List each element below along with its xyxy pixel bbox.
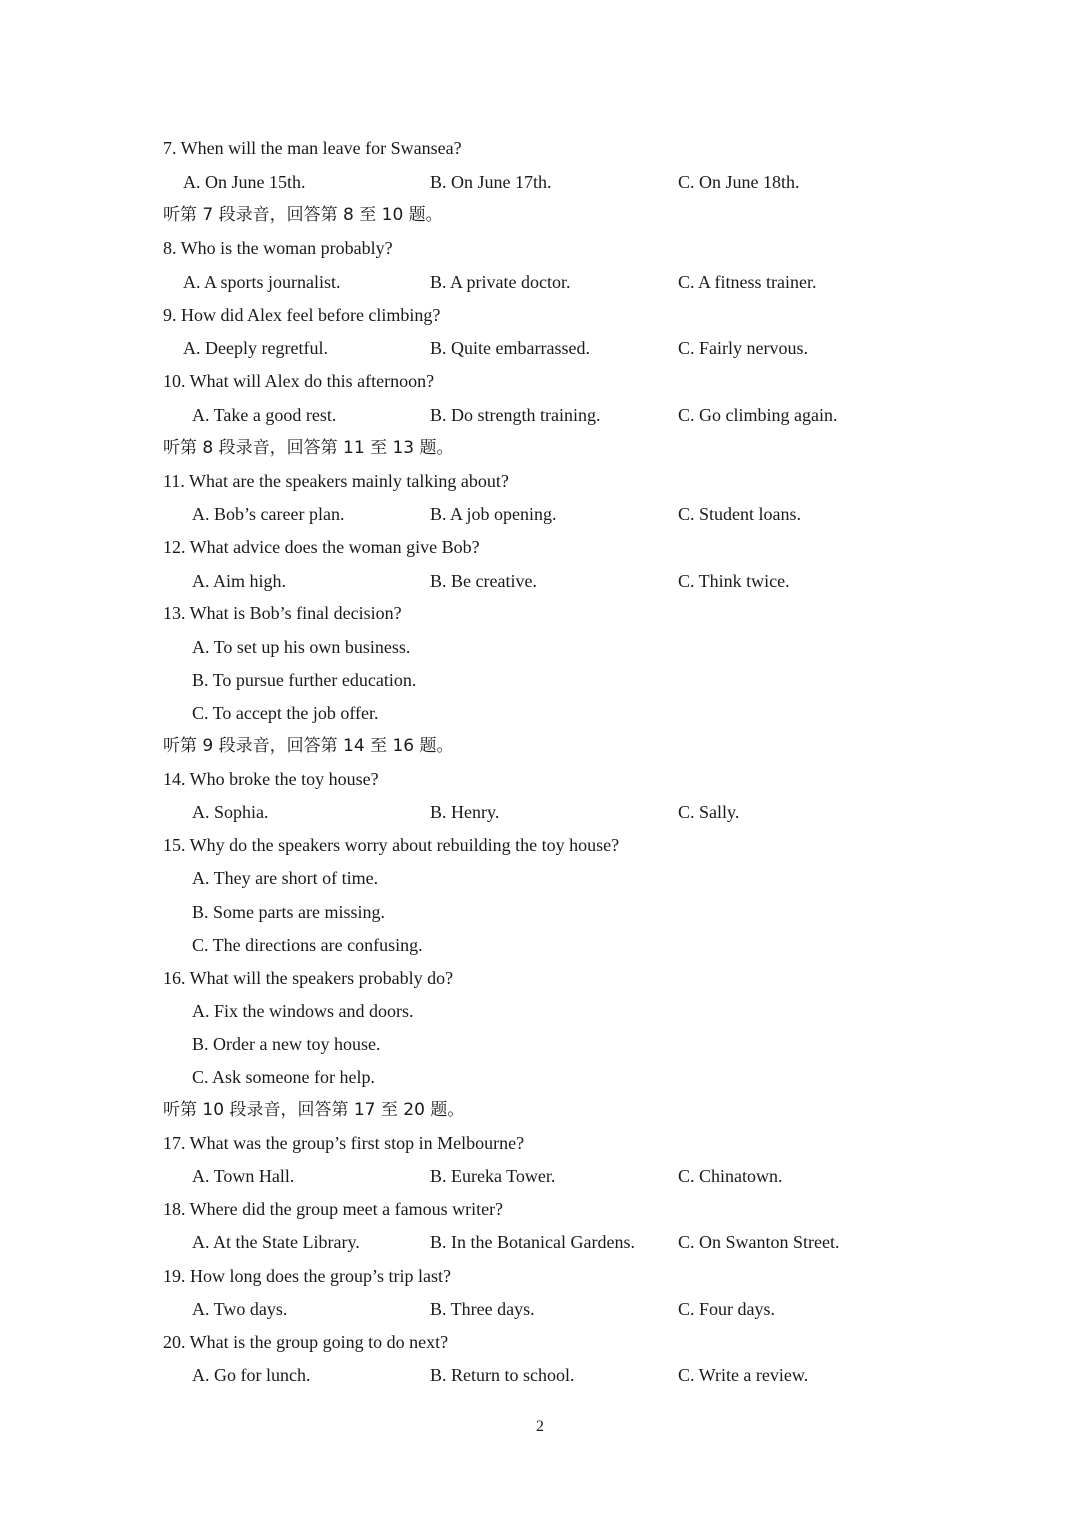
- question-14-option-a: A. Sophia.: [192, 802, 269, 822]
- question-7: 7. When will the man leave for Swansea?: [163, 138, 462, 158]
- question-15-option-a: A. They are short of time.: [192, 868, 379, 888]
- question-9-option-a: A. Deeply regretful.: [183, 338, 328, 358]
- question-15-option-c: C. The directions are confusing.: [192, 935, 423, 955]
- section-9-instruction: 听第 9 段录音，回答第 14 至 16 题。: [163, 736, 454, 756]
- question-7-option-b: B. On June 17th.: [430, 172, 552, 192]
- question-8-option-a: A. A sports journalist.: [183, 272, 341, 292]
- question-8: 8. Who is the woman probably?: [163, 238, 393, 258]
- question-14-option-b: B. Henry.: [430, 802, 500, 822]
- question-20-option-a: A. Go for lunch.: [192, 1365, 311, 1385]
- question-10-option-a: A. Take a good rest.: [192, 405, 337, 425]
- question-15-option-b: B. Some parts are missing.: [192, 902, 385, 922]
- question-12: 12. What advice does the woman give Bob?: [163, 537, 480, 557]
- section-10-instruction: 听第 10 段录音，回答第 17 至 20 题。: [163, 1100, 465, 1120]
- section-8-instruction: 听第 8 段录音，回答第 11 至 13 题。: [163, 438, 454, 458]
- question-10: 10. What will Alex do this afternoon?: [163, 371, 435, 391]
- question-10-option-b: B. Do strength training.: [430, 405, 601, 425]
- question-9-option-c: C. Fairly nervous.: [678, 338, 808, 358]
- question-15: 15. Why do the speakers worry about rebuilding the toy house?: [163, 835, 620, 855]
- question-19-option-a: A. Two days.: [192, 1299, 288, 1319]
- question-11-option-c: C. Student loans.: [678, 504, 802, 524]
- question-14-option-c: C. Sally.: [678, 802, 740, 822]
- question-13-option-a: A. To set up his own business.: [192, 637, 411, 657]
- question-13-option-b: B. To pursue further education.: [192, 670, 417, 690]
- question-20-option-c: C. Write a review.: [678, 1365, 809, 1385]
- question-16-option-a: A. Fix the windows and doors.: [192, 1001, 414, 1021]
- section-7-instruction: 听第 7 段录音，回答第 8 至 10 题。: [163, 205, 443, 225]
- question-16-option-b: B. Order a new toy house.: [192, 1034, 381, 1054]
- question-9-option-b: B. Quite embarrassed.: [430, 338, 590, 358]
- question-17-option-b: B. Eureka Tower.: [430, 1166, 556, 1186]
- question-19: 19. How long does the group’s trip last?: [163, 1266, 451, 1286]
- question-18-option-a: A. At the State Library.: [192, 1232, 360, 1252]
- question-12-option-b: B. Be creative.: [430, 571, 537, 591]
- question-17-option-a: A. Town Hall.: [192, 1166, 295, 1186]
- question-11-option-b: B. A job opening.: [430, 504, 557, 524]
- question-12-option-c: C. Think twice.: [678, 571, 790, 591]
- question-18-option-b: B. In the Botanical Gardens.: [430, 1232, 635, 1252]
- question-16: 16. What will the speakers probably do?: [163, 968, 454, 988]
- question-11-option-a: A. Bob’s career plan.: [192, 504, 345, 524]
- question-7-option-c: C. On June 18th.: [678, 172, 800, 192]
- question-19-option-c: C. Four days.: [678, 1299, 776, 1319]
- question-17-option-c: C. Chinatown.: [678, 1166, 783, 1186]
- question-16-option-c: C. Ask someone for help.: [192, 1067, 375, 1087]
- question-10-option-c: C. Go climbing again.: [678, 405, 838, 425]
- question-8-option-b: B. A private doctor.: [430, 272, 571, 292]
- question-8-option-c: C. A fitness trainer.: [678, 272, 817, 292]
- question-19-option-b: B. Three days.: [430, 1299, 535, 1319]
- page-number: 2: [536, 1418, 544, 1435]
- question-20: 20. What is the group going to do next?: [163, 1332, 449, 1352]
- question-18-option-c: C. On Swanton Street.: [678, 1232, 840, 1252]
- question-12-option-a: A. Aim high.: [192, 571, 287, 591]
- question-13-option-c: C. To accept the job offer.: [192, 703, 379, 723]
- question-14: 14. Who broke the toy house?: [163, 769, 379, 789]
- question-13: 13. What is Bob’s final decision?: [163, 603, 402, 623]
- question-20-option-b: B. Return to school.: [430, 1365, 575, 1385]
- question-18: 18. Where did the group meet a famous writer?: [163, 1199, 504, 1219]
- question-17: 17. What was the group’s first stop in Melbourne?: [163, 1133, 525, 1153]
- question-9: 9. How did Alex feel before climbing?: [163, 305, 441, 325]
- question-7-option-a: A. On June 15th.: [183, 172, 306, 192]
- question-11: 11. What are the speakers mainly talking about?: [163, 471, 509, 491]
